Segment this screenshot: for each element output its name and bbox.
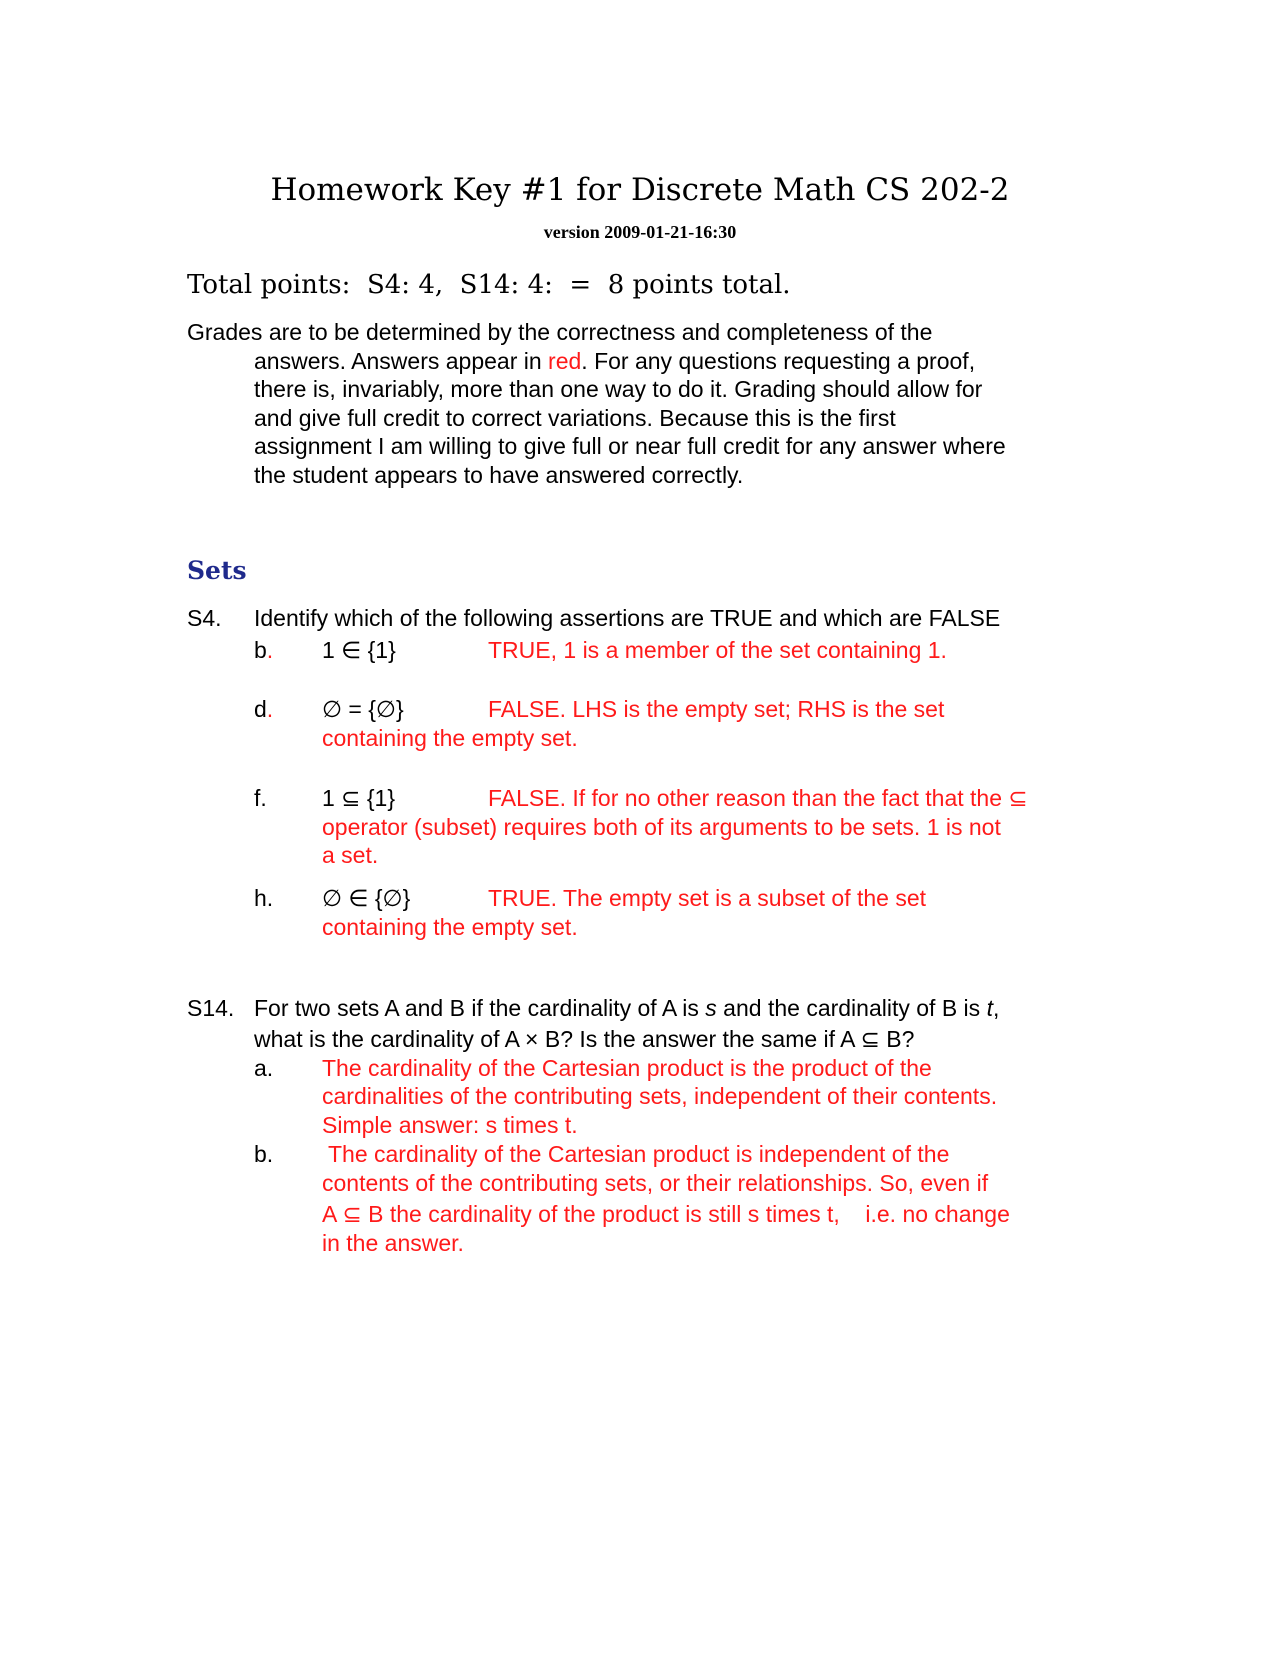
intro-line bbox=[254, 347, 1087, 376]
item-label: a. bbox=[254, 1055, 274, 1081]
intro-text: . For any questions requesting a proof, bbox=[581, 347, 976, 374]
problem-s4-question: Identify which of the following assertions are TRUE and which are FALSE bbox=[254, 605, 1001, 631]
answer-text: in the answer. bbox=[322, 1230, 464, 1256]
document-title: Homework Key #1 for Discrete Math CS 202-2 bbox=[270, 172, 1010, 208]
variable-t: t bbox=[986, 995, 993, 1021]
intro-continuation bbox=[187, 347, 1087, 490]
intro-line: Grades are to be determined by the correctness and completeness of the bbox=[187, 319, 933, 345]
item-dot: . bbox=[266, 637, 274, 663]
section-heading-sets: Sets bbox=[187, 556, 247, 585]
answer-text: FALSE. If for no other reason than the fact that the ⊆ bbox=[488, 785, 1028, 811]
problem-number-s4: S4. bbox=[187, 605, 222, 631]
item-label: b. bbox=[254, 1141, 274, 1167]
item-letter: b bbox=[254, 637, 267, 663]
question-text: For two sets A and B if the cardinality of A is bbox=[254, 995, 706, 1021]
answer-text: a set. bbox=[322, 842, 379, 868]
answer-text: TRUE. The empty set is a subset of the set bbox=[488, 885, 927, 911]
answer-text: The cardinality of the Cartesian product is independent of the bbox=[322, 1141, 950, 1167]
item-label bbox=[254, 695, 273, 724]
problem-number-s14: S14. bbox=[187, 995, 235, 1021]
intro-line: assignment I am willing to give full or near full credit for any answer where bbox=[254, 433, 1006, 459]
grading-instructions bbox=[187, 318, 1087, 489]
total-points: Total points: S4: 4, S14: 4: = 8 points total. bbox=[187, 270, 791, 300]
assertion-expression: 1 ⊆ {1} bbox=[322, 785, 395, 811]
answer-text: containing the empty set. bbox=[322, 914, 578, 940]
answer-text: The cardinality of the Cartesian product is the product of the bbox=[322, 1055, 932, 1081]
answer-text: Simple answer: s times t. bbox=[322, 1112, 578, 1138]
intro-line: there is, invariably, more than one way to do it. Grading should allow for bbox=[254, 376, 983, 402]
assertion-expression: ∅ = {∅} bbox=[322, 696, 404, 722]
assertion-expression: ∅ ∈ {∅} bbox=[322, 885, 411, 911]
variable-s: s bbox=[705, 995, 717, 1021]
item-label bbox=[254, 636, 273, 665]
question-text: and the cardinality of B is bbox=[716, 995, 987, 1021]
version-line: version 2009-01-21-16:30 bbox=[543, 222, 737, 242]
answer-text: A ⊆ B the cardinality of the product is still s times t, i.e. no change bbox=[322, 1201, 1010, 1227]
problem-s14-question-line2: what is the cardinality of A × B? Is the answer the same if A ⊆ B? bbox=[254, 1026, 915, 1052]
problem-s14-question bbox=[254, 994, 999, 1023]
intro-line: and give full credit to correct variations. Because this is the first bbox=[254, 404, 896, 431]
assertion-expression: 1 ∈ {1} bbox=[322, 637, 396, 663]
answer-text: FALSE. LHS is the empty set; RHS is the set bbox=[488, 696, 945, 722]
intro-text: answers. Answers appear in bbox=[254, 347, 549, 374]
intro-line: the student appears to have answered correctly. bbox=[254, 461, 744, 488]
answer-text: operator (subset) requires both of its arguments to be sets. 1 is not bbox=[322, 814, 1001, 840]
answer-text: containing the empty set. bbox=[322, 725, 578, 751]
answer-text: contents of the contributing sets, or their relationships. So, even if bbox=[322, 1170, 989, 1196]
answer-text: cardinalities of the contributing sets, independent of their contents. bbox=[322, 1083, 998, 1109]
item-label: h. bbox=[254, 885, 274, 911]
answer-text: TRUE, 1 is a member of the set containing 1. bbox=[488, 637, 947, 663]
item-dot: . bbox=[266, 696, 274, 722]
item-label: f. bbox=[254, 785, 267, 811]
red-word: red bbox=[548, 347, 582, 374]
item-letter: d bbox=[254, 696, 267, 722]
question-text: , bbox=[992, 995, 1000, 1021]
